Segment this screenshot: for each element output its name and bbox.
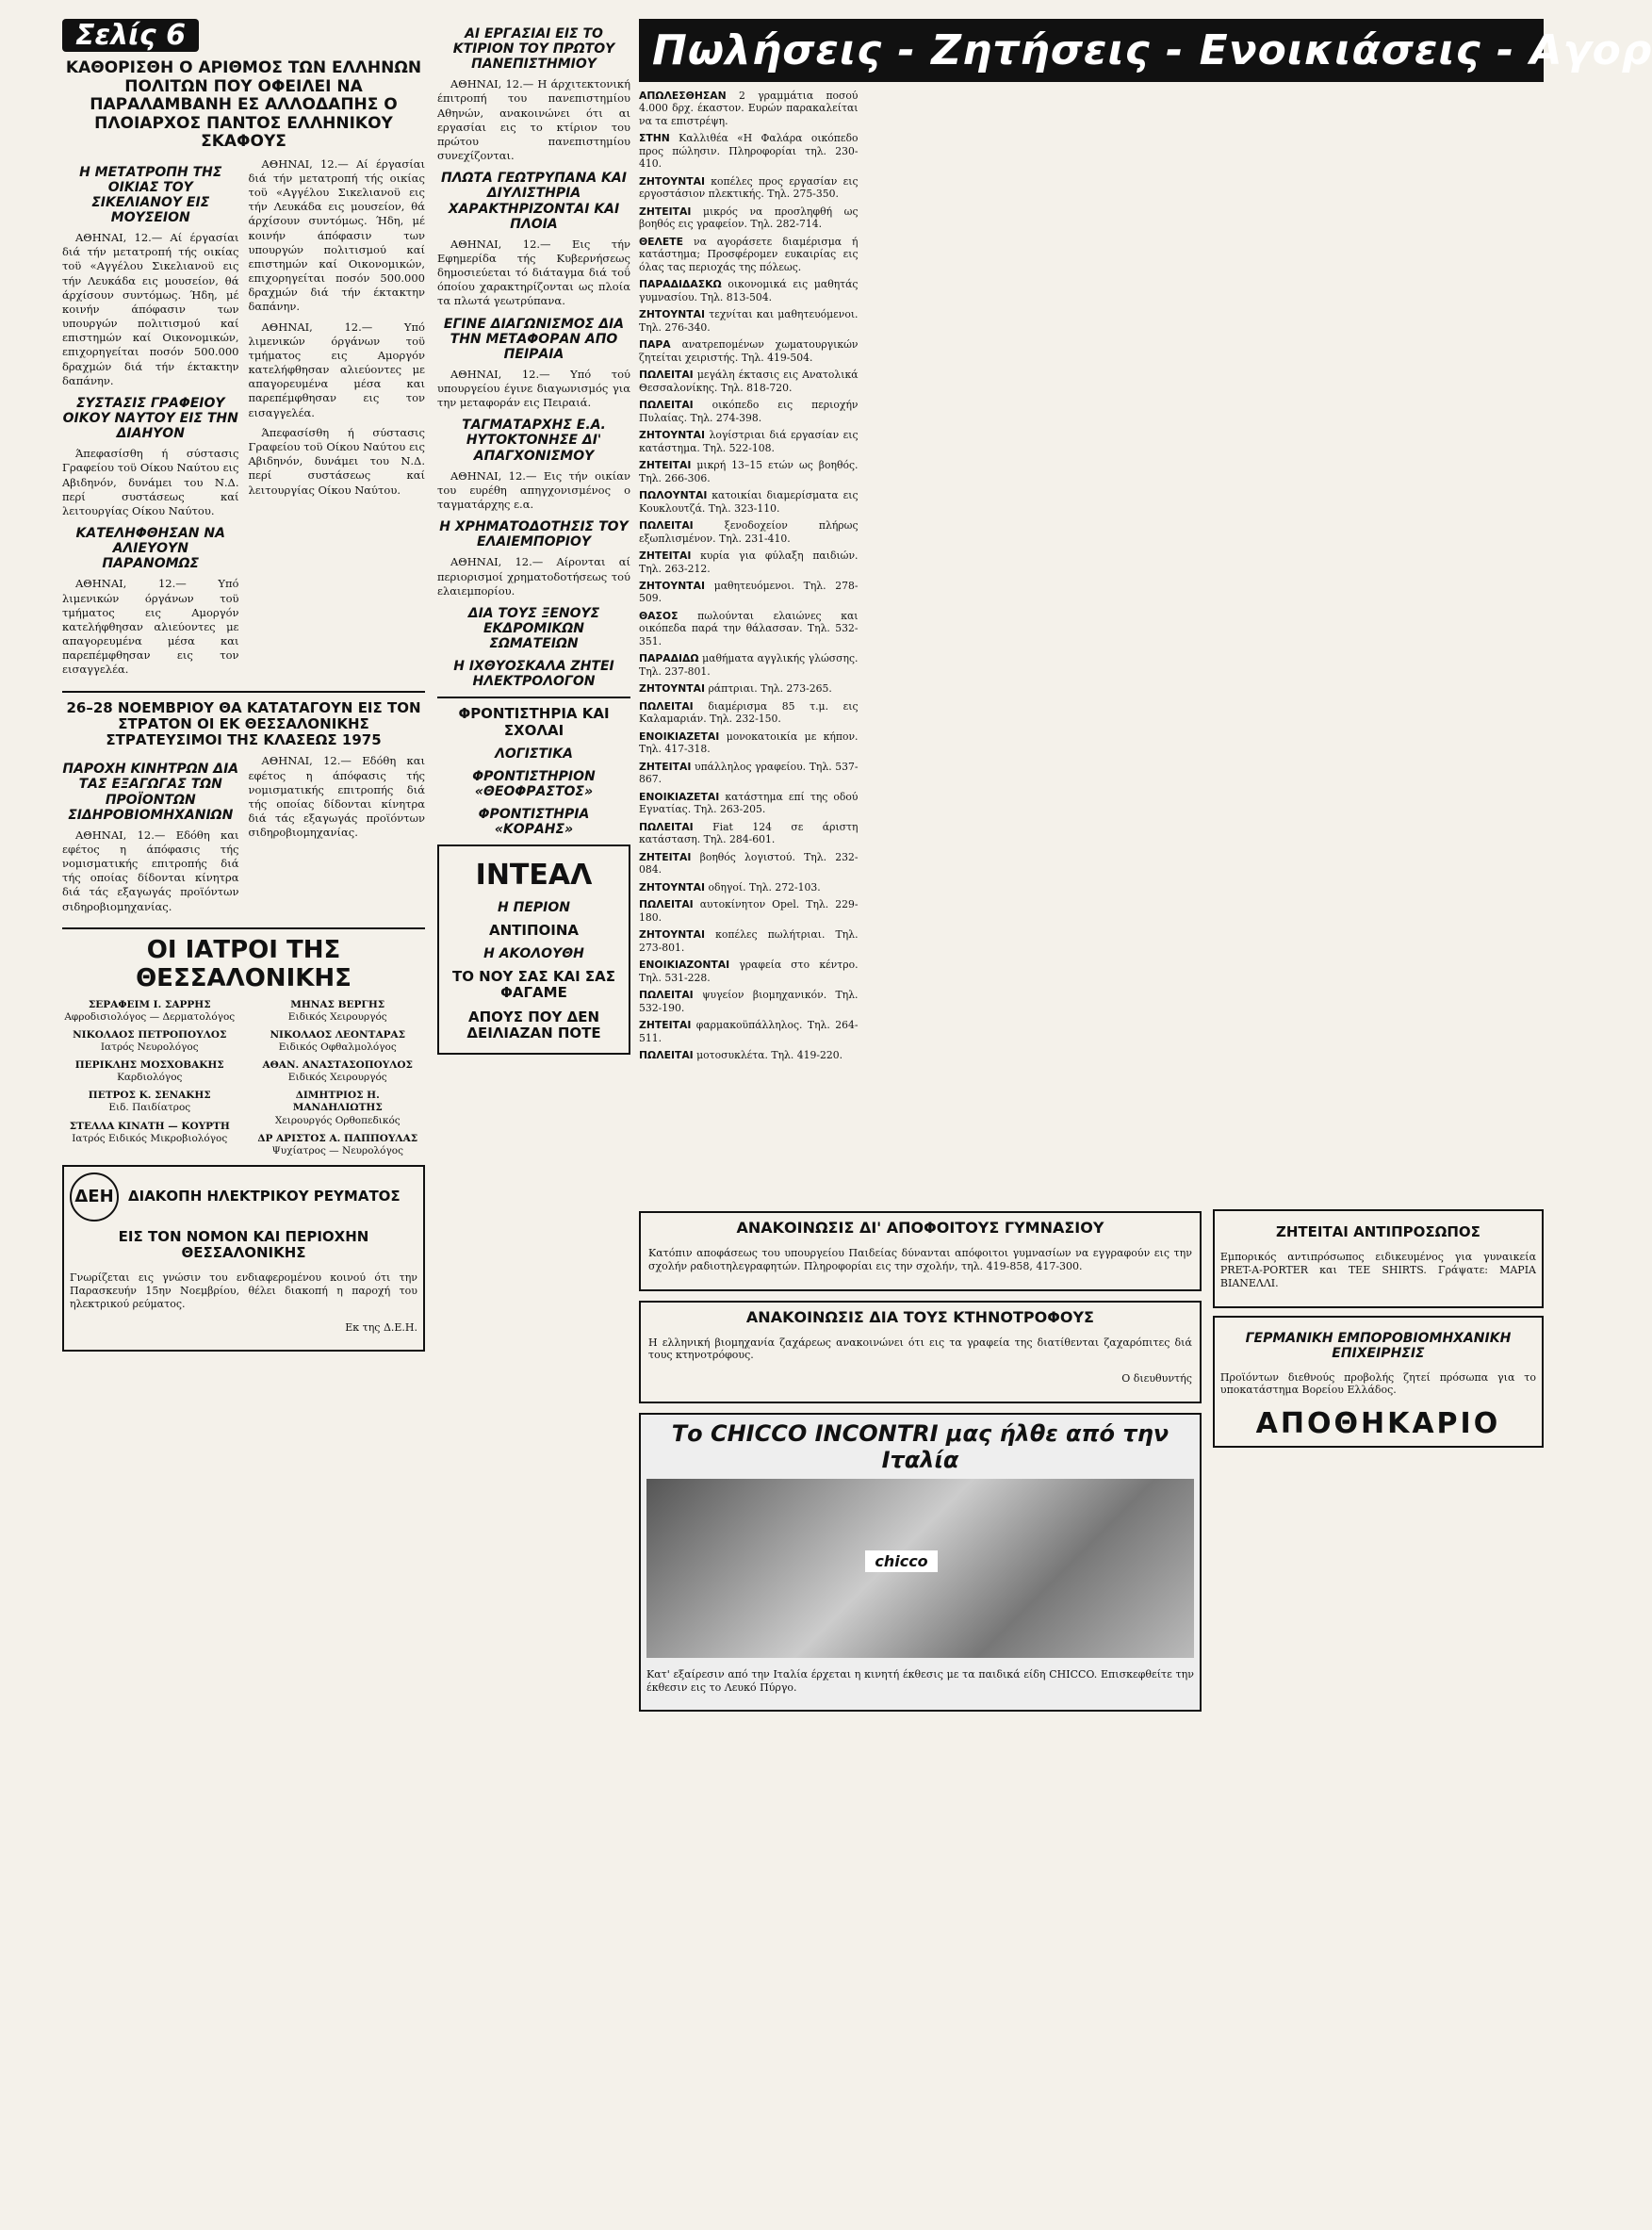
notice-breeders-sign: Ο διευθυντής xyxy=(1121,1372,1192,1385)
power-cut-notice xyxy=(62,1165,425,1353)
cinema-line: ΑΝΤΙΠΟΙΝΑ xyxy=(488,921,580,939)
headline-army: 26–28 ΝΟΕΜΒΡΙΟΥ ΘΑ ΚΑΤΑΤΑΓΟΥΝ ΕΙΣ ΤΟΝ ΣΤΡΑΤΟΝ ΟΙ ΕΚ ΘΕΣΣΑΛΟΝΙΚΗΣ ΣΤΡΑΤΕΥΣΙΜΟΙ ΤΗΣ ΚΛΑΣΕΩΣ 1975 xyxy=(66,698,421,749)
article-exports: ΑΘΗΝΑΙ, 12.— Εδόθη και εφέτος η άπόφασις τής νομισματικής επιτροπής διά τής οποίας δίδονται κίνητρα διά τάς εξαγωγάς προϊόντων σιδηροβιομηχανίας. xyxy=(62,828,239,913)
classified-ad: ΖΗΤΕΙΤΑΙ μικρός να προσληφθή ως βοηθός εις γραφείον. Τηλ. 282-714. xyxy=(639,205,859,231)
article-major: ΑΘΗΝΑΙ, 12.— Εις τήν οικίαν του ευρέθη απηγχονισμένος ο ταγματάρχης ε.α. xyxy=(437,468,630,511)
notice-breeders xyxy=(639,1301,1202,1403)
doctor-item: ΔΙΜΗΤΡΙΟΣ Η. ΜΑΝΔΗΛΙΩΤΗΣ Χειρουργός Ορθοπεδικός xyxy=(274,1090,401,1126)
german-firm-title: ΓΕΡΜΑΝΙΚΗ ΕΜΠΟΡΟΒΙΟΜΗΧΑΝΙΚΗ ΕΠΙΧΕΙΡΗΣΙΣ xyxy=(1245,1330,1512,1361)
subhead-university: ΑΙ ΕΡΓΑΣΙΑΙ ΕΙΣ ΤΟ ΚΤΙΡΙΟΝ ΤΟΥ ΠΡΩΤΟΥ ΠΑΝΕΠΙΣΤΗΜΙΟΥ xyxy=(452,26,615,73)
notice-graduates-text: Κατόπιν αποφάσεως του υπουργείου Παιδείας δύνανται απόφοιτοι γυμνασίων να εγγραφούν εις την σχολήν ραδιοτηλεγραφητών. Πληροφορίαι εις την σχολήν, τηλ. 419-858, 417-300. xyxy=(648,1247,1192,1272)
chicco-truck-photo xyxy=(646,1479,1194,1658)
wanted-representative-text: Εμπορικός αντιπρόσωπος ειδικευμένος για γυναικεία PRET-A-PORTER και TEE SHIRTS. Γράψατε: ΜΑΡΙΑ ΒΙΑΝΕΛΛΙ. xyxy=(1219,1251,1536,1289)
doctor-list xyxy=(62,999,425,1157)
doctor-item: ΜΗΝΑΣ ΒΕΡΓΗΣ Ειδικός Χειρουργός xyxy=(287,998,387,1023)
doctors-title: ΟΙ ΙΑΤΡΟΙ ΤΗΣ ΘΕΣΣΑΛΟΝΙΚΗΣ xyxy=(136,935,352,992)
notice-breeders-title: ΑΝΑΚΟΙΝΩΣΙΣ ΔΙΑ ΤΟΥΣ ΚΤΗΝΟΤΡΟΦΟΥΣ xyxy=(745,1307,1094,1326)
subhead-excursions: ΔΙΑ ΤΟΥΣ ΞΕΝΟΥΣ ΕΚΔΡΟΜΙΚΩΝ ΣΩΜΑΤΕΙΩΝ xyxy=(467,605,600,652)
classified-ad: ΖΗΤΟΥΝΤΑΙ κοπέλες προς εργασίαν εις εργοστάσιον πλεκτικής. Τηλ. 275-350. xyxy=(639,174,859,201)
subhead-fish-market: Η ΙΧΘΥΟΣΚΑΛΑ ΖΗΤΕΙ ΗΛΕΚΤΡΟΛΟΓΟΝ xyxy=(453,659,614,690)
power-cut-title: ΔΙΑΚΟΠΗ ΗΛΕΚΤΡΙΚΟΥ ΡΕΥΜΑΤΟΣ xyxy=(128,1188,401,1205)
article-office: Άπεφασίσθη ή σύστασις Γραφείου τοϋ Οίκου Ναύτου εις Αβιδηνόν, δυνάμει του Ν.Δ. περί συστάσεως καί λειτουργίας Οίκου Ναύτου. xyxy=(62,447,239,517)
article-lead-body: ΑΘΗΝΑΙ, 12.— Αί έργασίαι διά τήν μετατροπή τής οικίας τοϋ «Αγγέλου Σικελιανοϋ εις τήν Λευκάδα εις μουσείον, θά άρχίσουν συντόμως. Ήδη, μέ κοινήν άπόφασιν των υπουργών πολιτισμού καί επιστημών καί Οικονομικών, επιχορηγείται ποσόν 500.000 δραχμών διά τήν έκτακτην δαπάνην. xyxy=(248,156,425,314)
notice-graduates-title: ΑΝΑΚΟΙΝΩΣΙΣ ΔΙ' ΑΠΟΦΟΙΤΟΥΣ ΓΥΜΝΑΣΙΟΥ xyxy=(736,1219,1104,1237)
cinema-ad xyxy=(437,844,630,1055)
german-firm-text: Προϊόντων διεθνούς προβολής ζητεί πρόσωπα για το υποκατάστημα Βορείου Ελλάδος. xyxy=(1219,1370,1536,1397)
article-museum: ΑΘΗΝΑΙ, 12.— Αί έργασίαι διά τήν μετατροπή τής οικίας τοϋ «Αγγέλου Σικελιανοϋ εις τήν Λευκάδα εις μουσείον, θά άρχίσουν συντόμως. Ήδη, μέ κοινήν άπόφασιν των υπουργών πολιτισμού καί επιστημών καί Οικονομικών, επιχορηγείται ποσόν 500.000 δραχμών διά τήν έκτακτην δαπάνην. xyxy=(62,231,239,387)
classified-ad: ΠΑΡΑΔΙΔΑΣΚΩ οικονομικά εις μαθητάς γυμνασίου. Τηλ. 813-504. xyxy=(639,278,859,303)
classified-ad: ΘΑΣΟΣ πωλούνται ελαιώνες και οικόπεδα παρά την θάλασσαν. Τηλ. 532-351. xyxy=(639,609,859,648)
cinema-title: ΙΝΤΕΑΛ xyxy=(475,859,593,893)
lead-headline: ΚΑΘΟΡΙΣΘΗ Ο ΑΡΙΘΜΟΣ ΤΩΝ ΕΛΛΗΝΩΝ ΠΟΛΙΤΩΝ ΠΟΥ ΟΦΕΙΛΕΙ ΝΑ ΠΑΡΑΛΑΜΒΑΝΗ ΕΣ ΑΛΛΟΔΑΠΗΣ Ο ΠΛΟΙΑΡΧΟΣ ΠΑΝΤΟΣ ΕΛΛΗΝΙΚΟΥ ΣΚΑΦΟΥΣ xyxy=(65,58,422,152)
divider xyxy=(62,691,425,693)
classified-ad: ΠΑΡΑΔΙΔΩ μαθήματα αγγλικής γλώσσης. Τηλ. 237-801. xyxy=(639,652,859,678)
subhead-fishing: ΚΑΤΕΛΗΦΘΗΣΑΝ ΝΑ ΑΛΙΕΥΟΥΝ ΠΑΡΑΝΟΜΩΣ xyxy=(75,526,225,572)
doctor-item: ΣΕΡΑΦΕΙΜ Ι. ΣΑΡΡΗΣ Αφροδισιολόγος — Δερματολόγος xyxy=(64,998,236,1023)
subhead-museum: Η ΜΕΤΑΤΡΟΠΗ ΤΗΣ ΟΙΚΙΑΣ ΤΟΥ ΣΙΚΕΛΙΑΝΟΥ ΕΙΣ ΜΟΥΣΕΙΟΝ xyxy=(79,164,222,226)
column-left xyxy=(62,19,425,2215)
classified-ad: ΠΑΡΑ ανατρεπομένων χωματουργικών ζητείται χειριστής. Τηλ. 419-504. xyxy=(639,338,859,364)
classified-ad: ΖΗΤΟΥΝΤΑΙ λογίστριαι διά εργασίαν εις κατάστημα. Τηλ. 522-108. xyxy=(639,429,859,454)
dei-logo-icon: ΔΕΗ xyxy=(70,1172,119,1222)
cinema-line: Η ΑΚΟΛΟΥΘΗ xyxy=(483,946,584,962)
classified-ad: ΠΩΛΟΥΝΤΑΙ κατοικίαι διαμερίσματα εις Κουκλουτζά. Τηλ. 323-110. xyxy=(639,489,859,515)
power-cut-sign: Εκ της Δ.Ε.Η. xyxy=(345,1320,417,1334)
notice-breeders-text: Η ελληνική βιομηχανία ζαχάρεως ανακοινώνει ότι εις τα γραφεία της διατίθενται ζαχαρόπιτες διά τους κτηνοτρόφους. xyxy=(648,1336,1192,1362)
divider xyxy=(437,697,630,698)
tutoring-subtitle: ΛΟΓΙΣΤΙΚΑ xyxy=(495,746,573,762)
classified-ad: ΠΩΛΕΙΤΑΙ μεγάλη έκτασις εις Ανατολικά Θεσσαλονίκης. Τηλ. 818-720. xyxy=(639,369,859,394)
chicco-text: Κατ' εξαίρεσιν από την Ιταλία έρχεται η κινητή έκθεσις με τα παιδικά είδη CHICCO. Επισκεφθείτε την έκθεσιν εις το Λευκό Πύργο. xyxy=(646,1667,1194,1694)
classified-ad: ΖΗΤΕΙΤΑΙ βοηθός λογιστού. Τηλ. 232-084. xyxy=(639,850,859,877)
classified-ad: ΕΝΟΙΚΙΑΖΕΤΑΙ κατάστημα επί της οδού Εγνατίας. Τηλ. 263-205. xyxy=(639,790,859,816)
power-cut-text: Γνωρίζεται εις γνώσιν του ενδιαφερομένου κοινού ότι την Παρασκευήν 15ην Νοεμβρίου, θέλει διακοπή η παροχή του ηλεκτρικού ρεύματος. xyxy=(70,1271,417,1310)
power-cut-subtitle: ΕΙΣ ΤΟΝ ΝΟΜΟΝ ΚΑΙ ΠΕΡΙΟΧΗΝ ΘΕΣΣΑΛΟΝΙΚΗΣ xyxy=(118,1227,369,1262)
cinema-line: Η ΠΕΡΙΟΝ xyxy=(498,899,570,915)
classified-ad: ΠΩΛΕΙΤΑΙ μοτοσυκλέτα. Τηλ. 419-220. xyxy=(639,1049,843,1061)
classified-ad: ΖΗΤΟΥΝΤΑΙ οδηγοί. Τηλ. 272-103. xyxy=(639,880,821,894)
notice-graduates xyxy=(639,1211,1202,1291)
classified-ad: ΖΗΤΟΥΝΤΑΙ ράπτριαι. Τηλ. 273-265. xyxy=(639,682,832,696)
article-lead-body-2: ΑΘΗΝΑΙ, 12.— Υπό λιμενικών όργάνων τοϋ τμήματος εις Αμοργόν κατελήφθησαν αλιεύοντες με απαγορευμένα μέσα και παρεπέμφθησαν εις τον εισαγγελέα. xyxy=(248,320,425,419)
divider xyxy=(62,927,425,929)
classified-ad: ΠΩΛΕΙΤΑΙ διαμέρισμα 85 τ.μ. εις Καλαμαριάν. Τηλ. 232-150. xyxy=(639,699,859,726)
article-drilling: ΑΘΗΝΑΙ, 12.— Εις τήν Εφημερίδα τής Κυβερνήσεως δημοσιεύεται τό διάταγμα διά τοΰ όποίου χαρακτηρίζονται ως πλοία τα πλωτά γεωτρύπανα. xyxy=(437,237,630,308)
classified-ads xyxy=(639,90,1544,1202)
classified-ad: ΖΗΤΕΙΤΑΙ κυρία για φύλαξη παιδιών. Τηλ. 263-212. xyxy=(639,549,859,575)
subhead-tender: ΕΓΙΝΕ ΔΙΑΓΩΝΙΣΜΟΣ ΔΙΑ ΤΗΝ ΜΕΤΑΦΟΡΑΝ ΑΠΟ ΠΕΙΡΑΙΑ xyxy=(443,316,625,362)
cinema-line: ΤΟ ΝΟΥ ΣΑΣ ΚΑΙ ΣΑΣ ΦΑΓΑΜΕ xyxy=(451,968,616,1002)
classified-ad: ΖΗΤΟΥΝΤΑΙ τεχνίται και μαθητευόμενοι. Τηλ. 276-340. xyxy=(639,308,859,334)
classified-ad: ΖΗΤΕΙΤΑΙ υπάλληλος γραφείου. Τηλ. 537-867. xyxy=(639,760,859,786)
doctor-item: ΝΙΚΟΛΑΟΣ ΛΕΟΝΤΑΡΑΣ Ειδικός Οφθαλμολόγος xyxy=(270,1028,406,1053)
subhead-major: ΤΑΓΜΑΤΑΡΧΗΣ Ε.Α. ΗΥΤΟΚΤΟΝΗΣΕ ΔΙ' ΑΠΑΓΧΟΝΙΣΜΟΥ xyxy=(462,418,606,464)
doctor-item: ΑΘΑΝ. ΑΝΑΣΤΑΣΟΠΟΥΛΟΣ Ειδικός Χειρουργός xyxy=(262,1059,413,1084)
german-firm-big: ΑΠΟΘΗΚΑΡΙΟ xyxy=(1255,1407,1501,1441)
tutoring-school-1: ΦΡΟΝΤΙΣΤΗΡΙΟΝ «ΘΕΟΦΡΑΣΤΟΣ» xyxy=(472,768,596,799)
chicco-ad xyxy=(639,1413,1202,1713)
classified-ad: ΠΩΛΕΙΤΑΙ Fiat 124 σε άριστη κατάσταση. Τηλ. 284-601. xyxy=(639,820,859,846)
classifieds-banner: Πωλήσεις - Ζητήσεις - Ενοικιάσεις - Αγορ xyxy=(639,19,1544,82)
article-university: ΑΘΗΝΑΙ, 12.— Η άρχιτεκτονική έπιτροπή του πανεπιστημίου Αθηνών, ανακοινώνει ότι αι εργασίαι εις το κτίριον του πρώτου πανεπιστημίου συνεχίζονται. xyxy=(437,77,630,163)
classified-ad: ΣΤΗΝ Καλλιθέα «Η Φαλάρα οικόπεδο προς πώλησιν. Πληροφορίαι τηλ. 230-410. xyxy=(639,132,859,171)
subhead-exports: ΠΑΡΟΧΗ ΚΙΝΗΤΡΩΝ ΔΙΑ ΤΑΣ ΕΞΑΓΩΓΑΣ ΤΩΝ ΠΡΟΪΟΝΤΩΝ ΣΙΔΗΡΟΒΙΟΜΗΧΑΝΙΩΝ xyxy=(62,762,239,823)
classified-ad: ΖΗΤΟΥΝΤΑΙ κοπέλες πωλήτριαι. Τηλ. 273-801. xyxy=(639,928,859,954)
doctor-item: ΠΕΤΡΟΣ Κ. ΣΕΝΑΚΗΣ Ειδ. Παιδίατρος xyxy=(88,1090,211,1114)
classified-ad: ΖΗΤΕΙΤΑΙ μικρή 13–15 ετών ως βοηθός. Τηλ. 266-306. xyxy=(639,459,859,484)
wanted-representative-title: ΖΗΤΕΙΤΑΙ ΑΝΤΙΠΡΟΣΩΠΟΣ xyxy=(1275,1223,1480,1240)
doctor-item: ΔΡ ΑΡΙΣΤΟΣ Α. ΠΑΠΠΟΥΛΑΣ Ψυχίατρος — Νευρολόγος xyxy=(257,1132,418,1156)
chicco-title: Το CHICCO INCONTRI μας ήλθε από την Ιταλία xyxy=(671,1419,1169,1473)
cinema-line: ΑΠΟΥΣ ΠΟΥ ΔΕΝ ΔΕΙΛΙΑΖΑΝ ΠΟΤΕ xyxy=(466,1008,601,1041)
wanted-representative xyxy=(1213,1209,1544,1308)
article-olive-oil: ΑΘΗΝΑΙ, 12.— Αίρονται αί περιορισμοί χρηματοδοτήσεως τού ελαιεμπορίου. xyxy=(437,555,630,598)
doctor-item: ΣΤΕΛΛΑ ΚΙΝΑΤΗ — ΚΟΥΡΤΗ Ιατρός Ειδικός Μικροβιολόγος xyxy=(69,1120,230,1144)
article-fishing: ΑΘΗΝΑΙ, 12.— Υπό λιμενικών όργάνων τοϋ τμήματος εις Αμοργόν κατελήφθησαν αλιεύοντες με απαγορευμένα μέσα και παρεπέμφθησαν εις τον εισαγγελέα. xyxy=(62,577,239,677)
classified-ad: ΕΝΟΙΚΙΑΖΟΝΤΑΙ γραφεία στο κέντρο. Τηλ. 531-228. xyxy=(639,959,859,984)
chicco-logo: chicco xyxy=(865,1550,937,1572)
german-firm-ad xyxy=(1213,1316,1544,1449)
tutoring-school-2: ΦΡΟΝΤΙΣΤΗΡΙΑ «ΚΟΡΑΗΣ» xyxy=(478,807,590,838)
classified-ad: ΠΩΛΕΙΤΑΙ αυτοκίνητον Opel. Τηλ. 229-180. xyxy=(639,898,859,924)
classified-ad: ΑΠΩΛΕΣΘΗΣΑΝ 2 γραμμάτια ποσού 4.000 δρχ. έκαστον. Ευρών παρακαλείται να τα επιστρέψη. xyxy=(639,90,859,127)
doctor-item: ΝΙΚΟΛΑΟΣ ΠΕΤΡΟΠΟΥΛΟΣ Ιατρός Νευρολόγος xyxy=(73,1028,227,1053)
classified-ad: ΠΩΛΕΙΤΑΙ ξενοδοχείον πλήρως εξωπλισμένον. Τηλ. 231-410. xyxy=(639,519,859,545)
subhead-olive-oil: Η ΧΡΗΜΑΤΟΔΟΤΗΣΙΣ ΤΟΥ ΕΛΑΙΕΜΠΟΡΙΟΥ xyxy=(439,519,629,550)
classified-ad: ΖΗΤΕΙΤΑΙ φαρμακοϋπάλληλος. Τηλ. 264-511. xyxy=(639,1019,859,1044)
classifieds-section xyxy=(639,19,1652,2215)
classified-ad: ΖΗΤΟΥΝΤΑΙ μαθητευόμενοι. Τηλ. 278-509. xyxy=(639,579,859,605)
article-tender: ΑΘΗΝΑΙ, 12.— Υπό τού υπουργείου έγινε διαγωνισμός για την μεταφοράν εις Πειραιά. xyxy=(437,367,630,410)
tutoring-title: ΦΡΟΝΤΙΣΤΗΡΙΑ ΚΑΙ ΣΧΟΛΑΙ xyxy=(458,705,610,739)
article-army: ΑΘΗΝΑΙ, 12.— Εδόθη και εφέτος η άπόφασις τής νομισματικής επιτροπής διά τής οποίας δίδονται κίνητρα διά τάς εξαγωγάς προϊόντων σιδηροβιομηχανίας. xyxy=(248,754,425,840)
article-lead-body-3: Άπεφασίσθη ή σύστασις Γραφείου τοϋ Οίκου Ναύτου εις Αβιδηνόν, δυνάμει του Ν.Δ. περί συστάσεως καί λειτουργίας Οίκου Ναύτου. xyxy=(248,425,425,497)
subhead-office: ΣΥΣΤΑΣΙΣ ΓΡΑΦΕΙΟΥ ΟΙΚΟΥ ΝΑΥΤΟΥ ΕΙΣ ΤΗΝ ΔΙΑΗΥΟΝ xyxy=(62,396,238,442)
page-label: Σελίς 6 xyxy=(62,19,199,52)
classified-ad: ΘΕΛΕΤΕ να αγοράσετε διαμέρισμα ή κατάστημα; Προσφέρομεν ευκαιρίας εις όλας τας περιοχάς της πόλεως. xyxy=(639,235,859,273)
classified-ad: ΠΩΛΕΙΤΑΙ ψυγείον βιομηχανικόν. Τηλ. 532-190. xyxy=(639,989,859,1014)
doctor-item: ΠΕΡΙΚΛΗΣ ΜΟΣΧΟΒΑΚΗΣ Καρδιολόγος xyxy=(74,1059,224,1084)
classified-ad: ΕΝΟΙΚΙΑΖΕΤΑΙ μονοκατοικία με κήπον. Τηλ. 417-318. xyxy=(639,730,859,756)
classified-ad: ΠΩΛΕΙΤΑΙ οικόπεδο εις περιοχήν Πυλαίας. Τηλ. 274-398. xyxy=(639,399,859,424)
column-middle xyxy=(437,19,630,2215)
subhead-drilling: ΠΛΩΤΑ ΓΕΩΤΡΥΠΑΝΑ ΚΑΙ ΔΙΥΛΙΣΤΗΡΙΑ ΧΑΡΑΚΤΗΡΙΖΟΝΤΑΙ ΚΑΙ ΠΛΟΙΑ xyxy=(441,171,627,232)
